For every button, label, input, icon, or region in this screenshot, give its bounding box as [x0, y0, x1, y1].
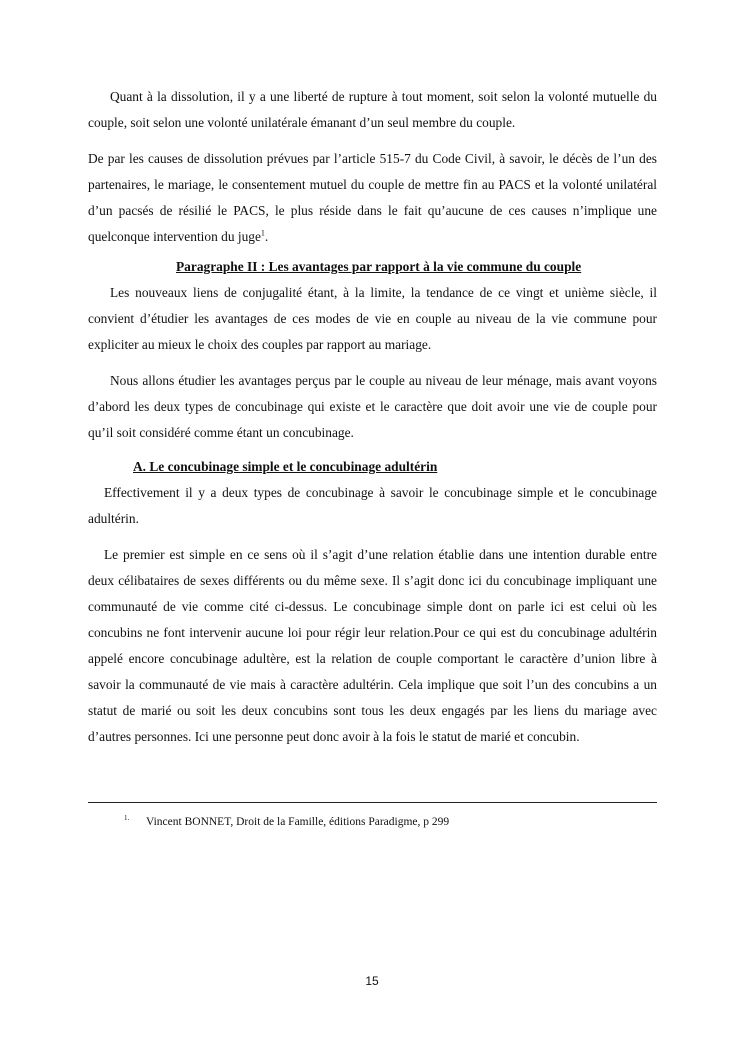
footnote-text: Vincent BONNET, Droit de la Famille, éditions Paradigme, p 299 [146, 816, 450, 828]
paragraph-avantages: Nous allons étudier les avantages perçus par le couple au niveau de leur ménage, mais avant voyons d’abord les deux types de concubinage qui existe et le caractère que doit avoir une vie de couple pour qu’il soit considéré comme étant un concubinage. [88, 373, 657, 440]
paragraph-causes-end: . [264, 229, 269, 244]
footnote-separator [88, 802, 657, 803]
paragraph-types-concubinage: Effectivement il y a deux types de concubinage à savoir le concubinage simple et le concubinage adultérin. [88, 485, 657, 526]
heading-paragraphe-2: Paragraphe II : Les avantages par rapport à la vie commune du couple [176, 259, 582, 274]
heading-section-a: A. Le concubinage simple et le concubinage adultérin [133, 459, 438, 474]
page-body [88, 84, 657, 750]
paragraph-concubinage-simple: Le premier est simple en ce sens où il s’agit d’une relation établie dans une intention durable entre deux célibataires de sexes différents ou du même sexe. Il s’agit donc ici du concubinage impliquant une communauté de vie comme cité ci-dessus. Le concubinage simple dont on parle ici est celui où les concubins ne font intervenir aucune loi pour régir leur relation.Pour ce qui est du concubinage adultérin appelé encore concubinage adultère, est la relation de couple comportant le caractère d’union libre à savoir la communauté de vie mais à caractère adultérin. Cela implique que soit l’un des concubins a un statut de marié ou soit les deux concubins sont tous les deux engagés par les liens du mariage avec d’autres personnes. Ici une personne peut donc avoir à la fois le statut de marié et concubin. [88, 547, 657, 744]
paragraph-nouveaux-liens: Les nouveaux liens de conjugalité étant, à la limite, la tendance de ce vingt et unième siècle, il convient d’étudier les avantages de ces modes de vie en couple au niveau de la vie commune pour expliciter au mieux le choix des couples par rapport au mariage. [88, 285, 657, 352]
footnote-reference: 1 [260, 228, 265, 238]
paragraph-causes-dissolution [88, 146, 657, 250]
footnote: 1. Vincent BONNET, Droit de la Famille, éditions Paradigme, p 299 [124, 814, 450, 828]
page-number: 15 [365, 974, 379, 988]
paragraph-dissolution: Quant à la dissolution, il y a une liberté de rupture à tout moment, soit selon la volonté mutuelle du couple, soit selon une volonté unilatérale émanant d’un seul membre du couple. [88, 89, 657, 130]
paragraph-causes-text: De par les causes de dissolution prévues par l’article 515-7 du Code Civil, à savoir, le décès de l’un des partenaires, le mariage, le consentement mutuel du couple de mettre fin au PACS et la volonté unilatéral d’un pacsés de résilié le PACS, le plus réside dans le fait qu’aucune de ces causes n’implique une quelconque intervention du juge [88, 151, 657, 244]
